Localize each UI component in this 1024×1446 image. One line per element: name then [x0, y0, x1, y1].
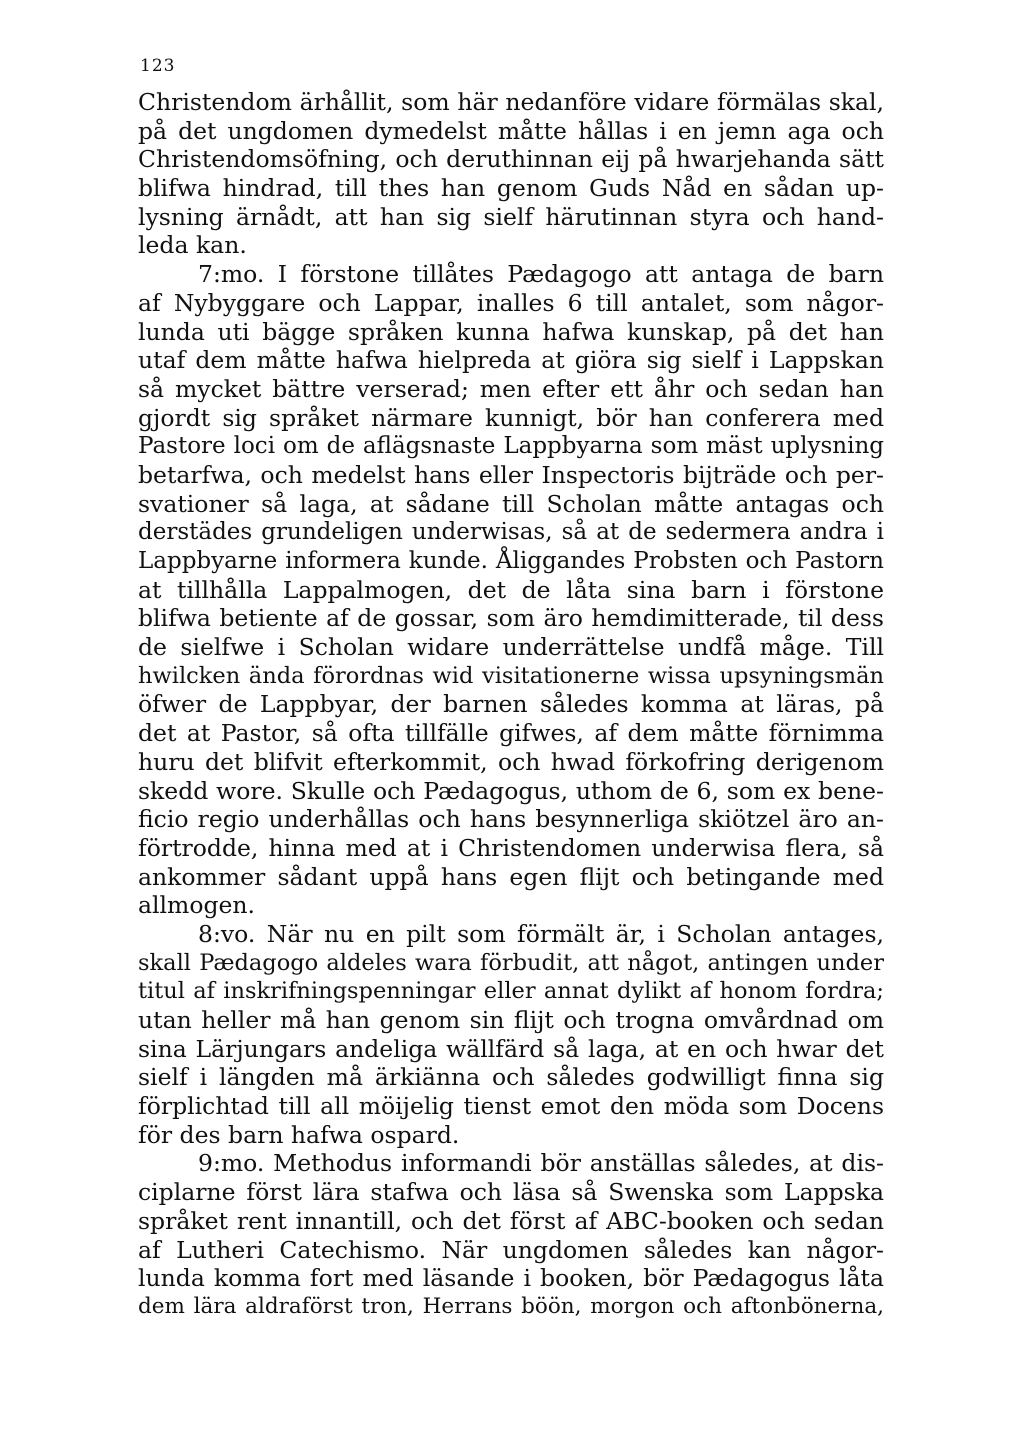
text-line: lysning ärnådt, att han sig sielf härutinnan styra och hand- — [138, 202, 884, 231]
text-line: för des barn hafwa ospard. — [138, 1120, 460, 1149]
text-line: sina Lärjungars andeliga wällfärd så laga, at en och hwar det — [138, 1034, 884, 1063]
text-line: ficio regio underhållas och hans besynnerliga skiötzel äro an- — [138, 805, 884, 834]
text-line: de sielfwe i Scholan widare underrättelse undfå måge. Till — [138, 633, 884, 662]
text-line: utaf dem måtte hafwa hielpreda at giöra sig sielf i Lappskan — [138, 346, 884, 375]
text-line: svationer så laga, at sådane till Scholan måtte antagas och — [138, 489, 884, 518]
page-number: 123 — [140, 56, 176, 76]
text-line: leda kan. — [138, 231, 247, 260]
text-line: utan heller må han genom sin flijt och trogna omvårdnad om — [138, 1006, 884, 1034]
text-line: språket rent innantill, och det först af ABC-booken och sedan — [138, 1206, 884, 1235]
text-line: förplichtad till all möijelig tienst emot den möda som Docens — [138, 1092, 884, 1121]
text-line: lunda komma fort med läsande i booken, bör Pædagogus låta — [138, 1264, 884, 1293]
text-line: allmogen. — [138, 891, 256, 920]
text-line: Pastore loci om de aflägsnaste Lappbyarna som mäst uplysning — [138, 433, 884, 460]
text-line: gjordt sig språket närmare kunnigt, bör han conferera med — [138, 403, 884, 432]
text-line: 7:mo. I förstone tillåtes Pædagogo att antaga de barn — [198, 260, 884, 289]
text-line: det at Pastor, så ofta tillfälle gifwes, af dem måtte förnimma — [138, 719, 884, 748]
text-line: dem lära aldraförst tron, Herrans böön, morgon och aftonbönerna, — [138, 1293, 884, 1319]
text-line: skall Pædagogo aldeles wara förbudit, att något, antingen under — [138, 949, 884, 976]
text-line: derstädes grundeligen underwisas, så at de sedermera andra i — [138, 519, 884, 546]
text-line: Christendomsöfning, och deruthinnan eij på hwarjehanda sätt — [138, 145, 884, 174]
text-line: öfwer de Lappbyar, der barnen således komma at läras, på — [138, 690, 884, 719]
page-text — [138, 88, 884, 1322]
text-line: af Lutheri Catechismo. När ungdomen således kan någor- — [138, 1235, 884, 1264]
text-line: förtrodde, hinna med at i Christendomen underwisa flera, så — [138, 833, 884, 862]
text-line: Lappbyarne informera kunde. Åliggandes Probsten och Pastorn — [138, 548, 884, 574]
text-line: betarfwa, och medelst hans eller Inspectoris bijträde och per- — [138, 460, 884, 489]
text-line: blifwa betiente af de gossar, som äro hemdimitterade, til dess — [138, 604, 884, 633]
text-line: af Nybyggare och Lappar, inalles 6 till antalet, som någor- — [138, 288, 884, 317]
text-line: Christendom ärhållit, som här nedanföre vidare förmälas skal, — [138, 88, 884, 116]
text-line: hwilcken ända förordnas wid visitationerne wissa upsyningsmän — [138, 662, 884, 689]
text-line: huru det blifvit efterkommit, och hwad förkofring derigenom — [138, 747, 884, 776]
text-line: 9:mo. Methodus informandi bör anställas således, at dis- — [198, 1149, 884, 1178]
text-line: ankommer sådant uppå hans egen flijt och betingande med — [138, 862, 884, 891]
text-line: lunda uti bägge språken kunna hafwa kunskap, på det han — [138, 317, 884, 346]
text-line: blifwa hindrad, till thes han genom Guds Nåd en sådan up- — [138, 174, 884, 203]
text-line: at tillhålla Lappalmogen, det de låta sina barn i förstone — [138, 575, 884, 604]
text-line: sielf i längden må ärkiänna och således godwilligt finna sig — [138, 1063, 884, 1092]
text-line: titul af inskrifningspenningar eller annat dylikt af honom fordra; — [138, 978, 884, 1005]
text-line: så mycket bättre verserad; men efter ett åhr och sedan han — [138, 374, 884, 403]
text-line: ciplarne först lära stafwa och läsa så Swenska som Lappska — [138, 1178, 884, 1207]
text-line: på det ungdomen dymedelst måtte hållas i en jemn aga och — [138, 116, 884, 145]
text-line: 8:vo. När nu en pilt som förmält är, i Scholan antages, — [198, 919, 884, 948]
text-line: skedd wore. Skulle och Pædagogus, uthom de 6, som ex bene- — [138, 776, 884, 805]
